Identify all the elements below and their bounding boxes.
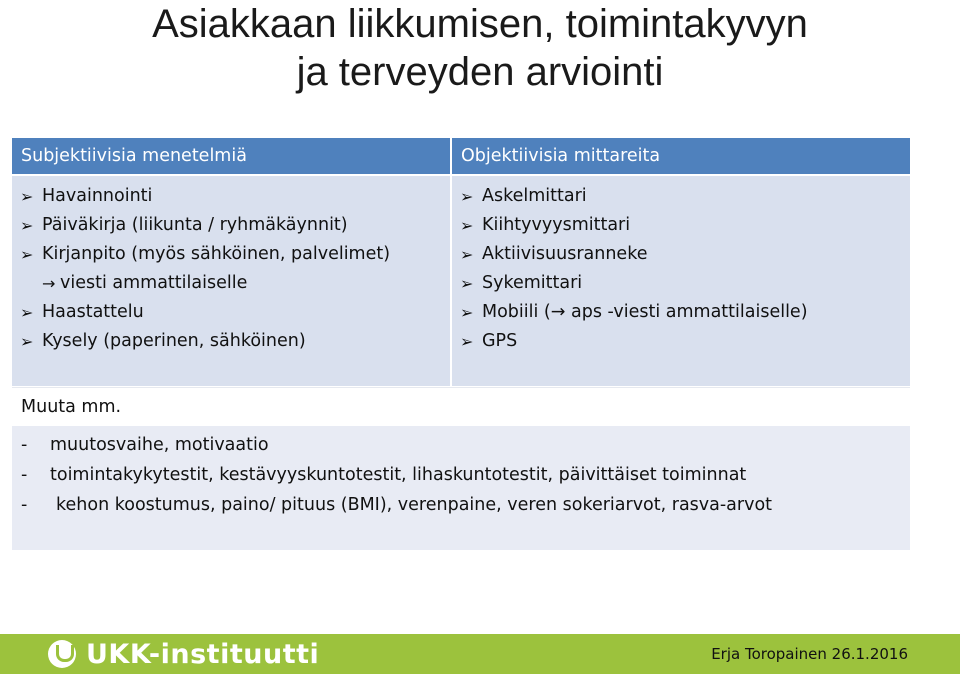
arrowhead-bullet-icon: ➢ [460, 245, 474, 264]
slide-title [0, 0, 960, 96]
arrowhead-bullet-icon: ➢ [20, 332, 34, 351]
objective-cell [452, 176, 910, 386]
list-item: ➢ Havainnointi [12, 182, 450, 211]
list-item: ➢ Mobiili (→ aps -viesti ammattilaiselle) [452, 298, 910, 327]
other-heading: Muuta mm. [12, 387, 910, 425]
slide-title-line-1: Asiakkaan liikkumisen, toimintakyvyn [152, 2, 808, 46]
arrowhead-bullet-icon: ➢ [20, 245, 34, 264]
list-item: ➢ Aktiivisuusranneke [452, 240, 910, 269]
list-item: ➢ Kirjanpito (myös sähköinen, palvelimet) [12, 240, 450, 269]
arrow-right-icon: → [42, 274, 56, 293]
ukk-logo [48, 638, 319, 670]
author-date: Erja Toropainen 26.1.2016 [711, 645, 908, 663]
list-item: ➢ Päiväkirja (liikunta / ryhmäkäynnit) [12, 211, 450, 240]
list-item: - muutosvaihe, motivaatio [12, 430, 910, 460]
arrowhead-bullet-icon: ➢ [460, 216, 474, 235]
arrowhead-bullet-icon: ➢ [20, 187, 34, 206]
ukk-logo-text: UKK-instituutti [86, 638, 320, 670]
arrow-right-icon: → [550, 302, 566, 322]
subjective-cell [12, 176, 450, 386]
arrowhead-bullet-icon: ➢ [460, 332, 474, 351]
list-item: ➢ Haastattelu [12, 298, 450, 327]
list-item: ➢ Kiihtyvyysmittari [452, 211, 910, 240]
list-item: ➢ GPS [452, 327, 910, 356]
objective-header: Objektiivisia mittareita [452, 138, 910, 174]
arrowhead-bullet-icon: ➢ [460, 187, 474, 206]
list-item: ➢ Askelmittari [452, 182, 910, 211]
slide-title-line-2: ja terveyden arviointi [296, 50, 664, 94]
list-item: → viesti ammattilaiselle [12, 269, 450, 298]
list-item: - toimintakykytestit, kestävyyskuntotestit, lihaskuntotestit, päivittäiset toiminnat [12, 460, 910, 490]
ukk-logo-mark-icon [48, 640, 76, 668]
subjective-header: Subjektiivisia menetelmiä [12, 138, 450, 174]
arrowhead-bullet-icon: ➢ [20, 303, 34, 322]
list-item: ➢ Kysely (paperinen, sähköinen) [12, 327, 450, 356]
dash-bullet: - [21, 465, 28, 485]
dash-bullet: - [21, 495, 28, 515]
arrowhead-bullet-icon: ➢ [460, 303, 474, 322]
dash-bullet: - [21, 435, 28, 455]
other-list [12, 426, 910, 550]
arrowhead-bullet-icon: ➢ [20, 216, 34, 235]
arrowhead-bullet-icon: ➢ [460, 274, 474, 293]
list-item: - kehon koostumus, paino/ pituus (BMI), verenpaine, veren sokeriarvot, rasva-arvot [12, 490, 910, 520]
list-item: ➢ Sykemittari [452, 269, 910, 298]
footer-bar [0, 634, 960, 674]
